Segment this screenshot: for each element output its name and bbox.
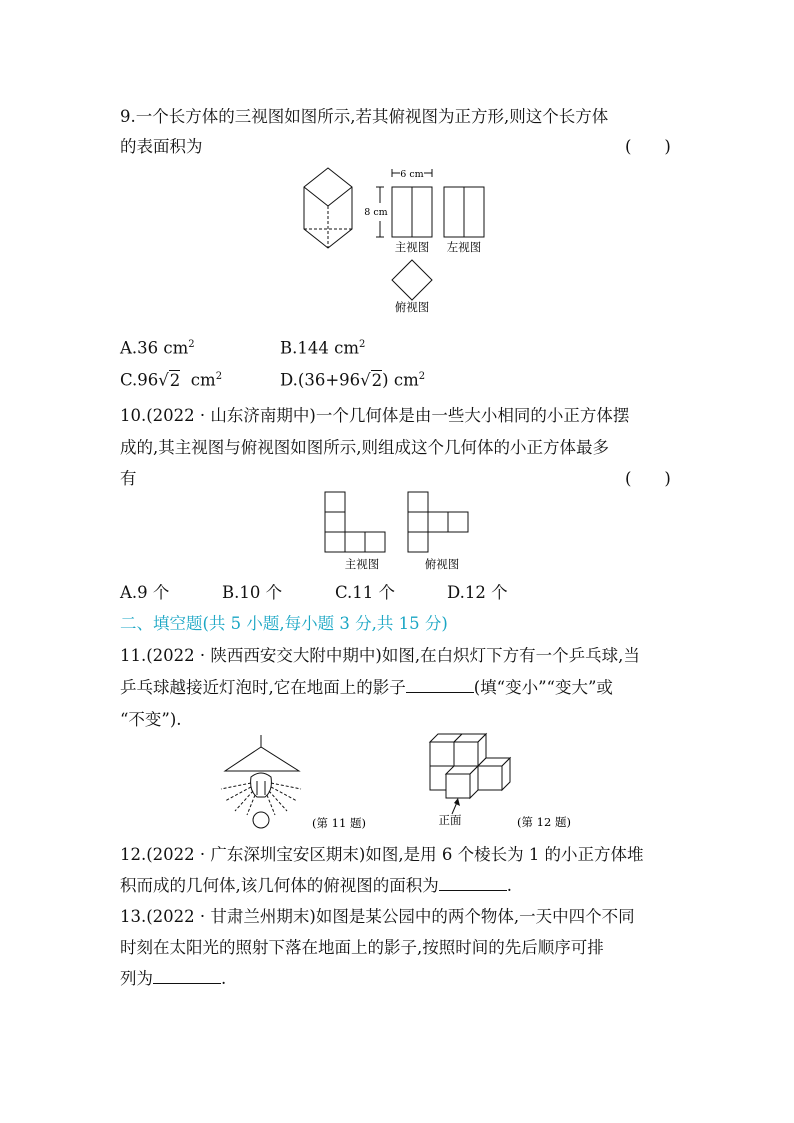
section-fill-in-heading: 二、填空题(共 5 小题,每小题 3 分,共 15 分) [120,614,448,633]
q10-top-view [408,492,468,552]
q9-option-d: D.(36+96√2) $cm^2$ [280,370,426,390]
q9-height-label: 8 cm [364,207,388,218]
q10-text-line1: 10.(2022 · 山东济南期中)一个几何体是由一些大小相同的小正方体摆 [120,406,630,425]
q10-option-c: C.11 个 [335,583,396,602]
q12-caption: (第 12 题) [517,815,571,829]
q10-text-line3: 有 [120,469,137,488]
front-arrow-head-icon [454,798,460,806]
light-rays [221,783,301,815]
q13-text-line1: 13.(2022 · 甘肃兰州期末)如图是某公园中的两个物体,一天中四个不同 [120,907,635,926]
q12-figure [420,730,595,835]
q10-top-caption: 俯视图 [424,557,460,571]
q11-text-line1: 11.(2022 · 陕西西安交大附中期中)如图,在白炽灯下方有一个乒乓球,当 [120,646,640,665]
q9-option-b: B.144 $cm^2$ [280,338,366,358]
q11-figure [215,735,385,835]
q13-text-line2: 时刻在太阳光的照射下落在地面上的影子,按照时间的先后顺序可排 [120,938,604,957]
q9-cuboid-sketch [304,168,352,248]
q10-text-line2: 成的,其主视图与俯视图如图所示,则组成这个几何体的小正方体最多 [120,438,609,457]
q12-text-line2: 积而成的几何体,该几何体的俯视图的面积为 . [120,876,512,895]
q11-caption: (第 11 题) [312,816,366,830]
q10-front-caption: 主视图 [344,557,380,571]
ping-pong-ball [253,812,269,828]
q10-figure [320,488,480,576]
q11-text-line3: “不变”). [120,710,182,729]
q13-answer-blank [153,969,221,984]
q12-front-label: 正面 [438,813,462,827]
q12-answer-blank [439,876,507,891]
q9-option-a: A.36 $cm^2$ [120,338,195,358]
q9-answer-paren: ( ) [625,137,671,156]
q12-text-line1: 12.(2022 · 广东深圳宝安区期末)如图,是用 6 个棱长为 1 的小正方体堆 [120,845,644,864]
q10-answer-paren: ( ) [625,469,671,488]
q9-text-line2: 的表面积为 [120,137,203,156]
q10-option-d: D.12 个 [447,583,508,602]
q9-top-view [392,260,432,300]
q10-front-view [325,492,385,552]
q9-figure [300,165,500,315]
light-bulb-icon [251,773,272,797]
lamp-shade [225,747,299,771]
q10-option-b: B.10 个 [222,583,283,602]
q9-text-line1: 9.一个长方体的三视图如图所示,若其俯视图为正方形,则这个长方体 [120,107,609,126]
q9-left-view [444,187,484,237]
q10-option-a: A.9 个 [120,583,170,602]
q12-cube-stack [430,734,510,798]
q9-top-caption: 俯视图 [394,300,430,314]
q11-answer-blank [406,678,474,693]
q13-text-line3: 列为 . [120,969,227,988]
q9-option-c: C.96√2 $cm^2$ [120,370,223,390]
q9-width-label: 6 cm [400,169,424,180]
q9-left-caption: 左视图 [446,240,482,254]
q9-front-caption: 主视图 [394,240,430,254]
q11-text-line2: 乒乓球越接近灯泡时,它在地面上的影子 (填“变小”“变大”或 [120,678,613,697]
